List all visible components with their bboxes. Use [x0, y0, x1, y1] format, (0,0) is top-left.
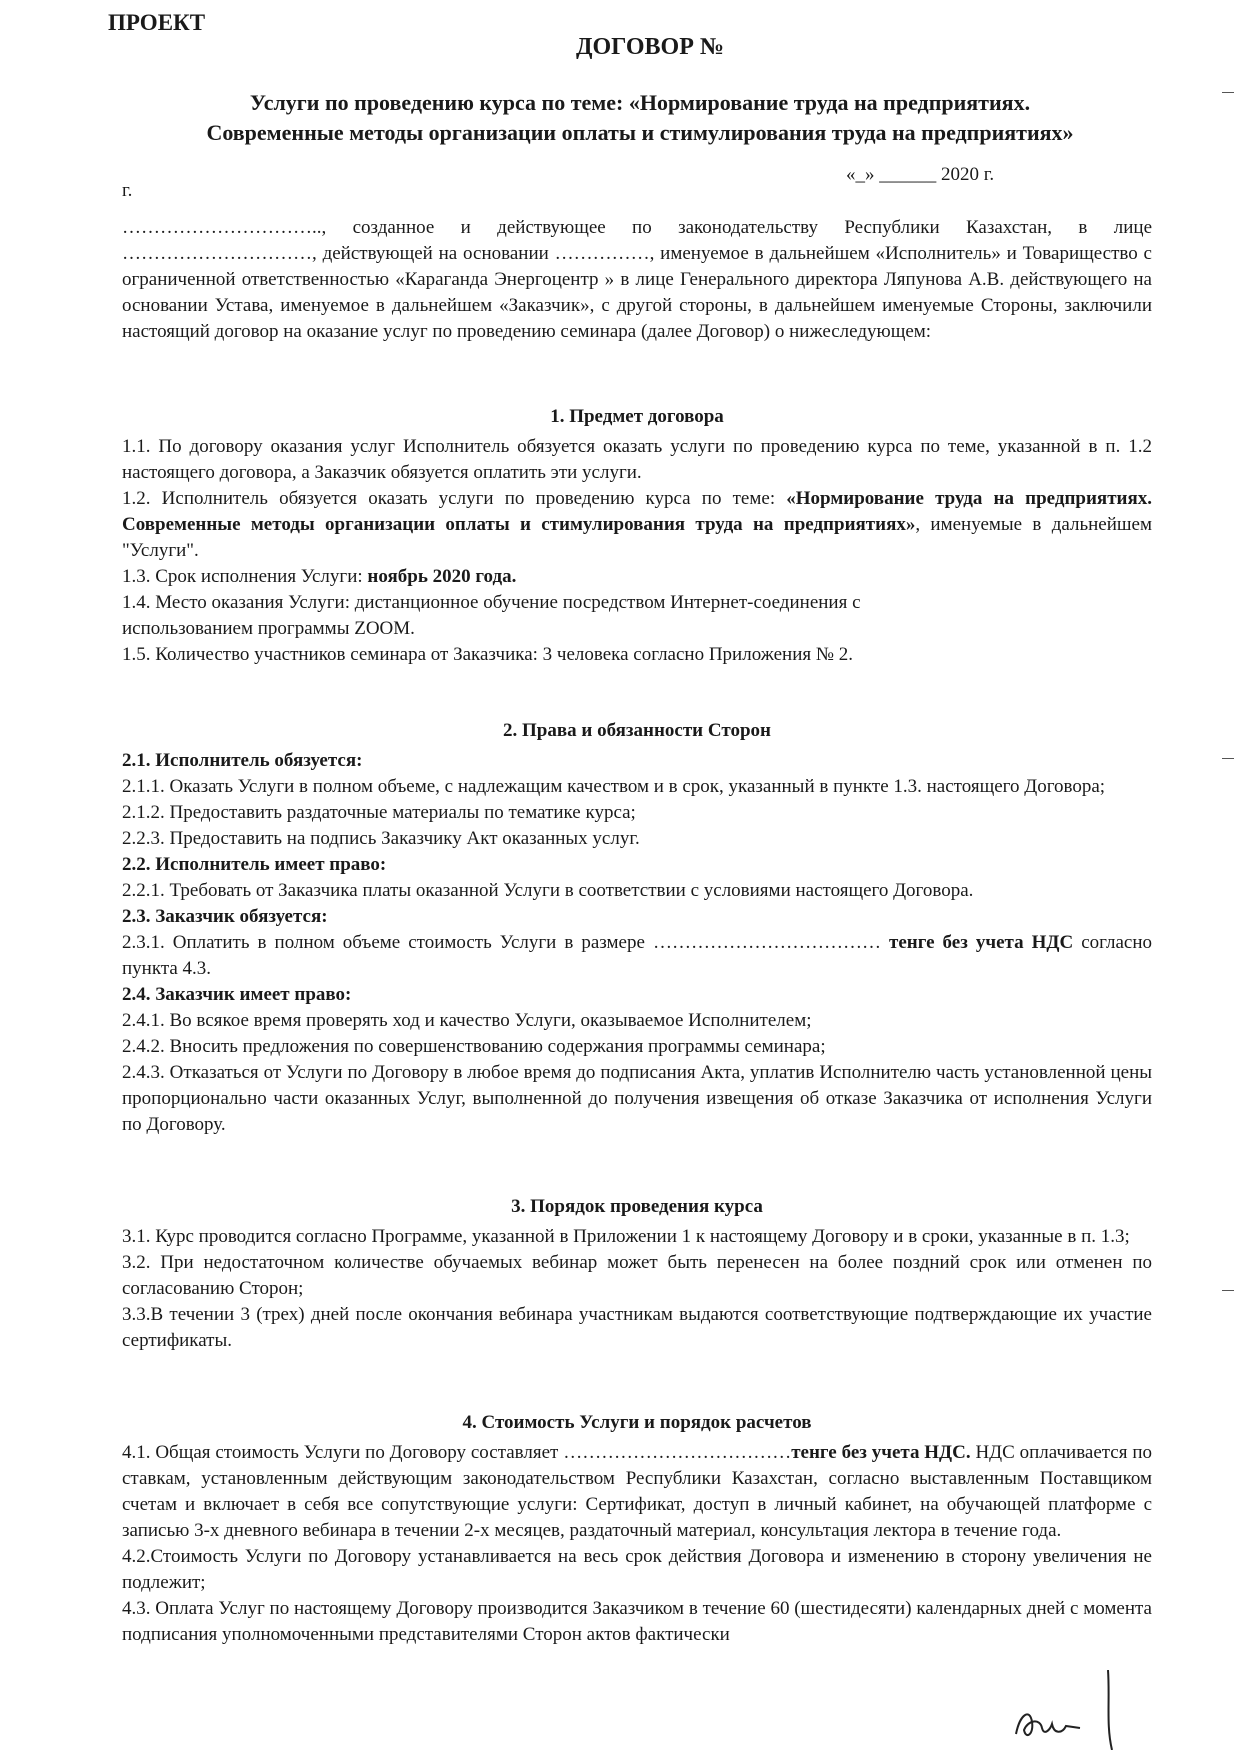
clause-2-3-1-amount: тенге без учета НДС: [888, 932, 1074, 953]
draft-label: ПРОЕКТ: [108, 10, 206, 35]
clause-2-3-1-tail: согласно пункта 4.3.: [122, 932, 1152, 979]
clause-2-1-1: 2.1.1. Оказать Услуги в полном объеме, с надлежащим качеством и в срок, указанный в пункте 1.3. настоящего Договора;: [122, 776, 1106, 797]
section-4-heading: 4. Стоимость Услуги и порядок расчетов: [462, 1412, 812, 1433]
subsection-2-4: 2.4. Заказчик имеет право:: [122, 984, 352, 1005]
clause-2-1-2: 2.1.2. Предоставить раздаточные материалы по тематике курса;: [122, 802, 636, 823]
clause-1-3: [122, 564, 1152, 590]
clause-1-2: [122, 486, 1152, 564]
clause-1-4: [122, 590, 1152, 642]
clause-2-4-1: 2.4.1. Во всякое время проверять ход и качество Услуги, оказываемое Исполнителем;: [122, 1010, 812, 1031]
section-2-body: [122, 748, 1152, 1138]
section-3-body: [122, 1224, 1152, 1354]
section-1-heading: 1. Предмет договора: [550, 406, 724, 427]
clause-1-3-text: 1.3. Срок исполнения Услуги:: [122, 566, 368, 587]
section-4-body: [122, 1440, 1152, 1648]
clause-1-4-line-2: использованием программы ZOOM.: [122, 618, 415, 639]
section-3-heading: 3. Порядок проведения курса: [511, 1196, 763, 1217]
document-subtitle: [120, 88, 1160, 148]
clause-1-2-text: 1.2. Исполнитель обязуется оказать услуги по проведению курса по теме:: [122, 488, 787, 509]
clause-2-3-1: [122, 930, 1152, 982]
document-title: ДОГОВОР №: [576, 34, 724, 60]
clause-4-1-tail: НДС оплачивается по ставкам, установленным действующим законодательством Республики Казахстан, согласно выставленным Поставщиком счетам и включает в себя все сопутствующие услуги: Сертификат, доступ в личный кабинет, на обучающей платформе с записью 3-х дневного вебинара в течении 2-х месяцев, раздаточный материал, консультация лектора в течение года.: [122, 1442, 1152, 1541]
clause-4-3: 4.3. Оплата Услуг по настоящему Договору производится Заказчиком в течение 60 (шестидесяти) календарных дней с момента подписания уполномоченными представителями Сторон актов фактически: [122, 1598, 1152, 1645]
clause-3-1: 3.1. Курс проводится согласно Программе, указанной в Приложении 1 к настоящему Договору и в сроки, указанные в п. 1.3;: [122, 1226, 1130, 1247]
clause-4-1-text: 4.1. Общая стоимость Услуги по Договору составляет ………………………………: [122, 1442, 792, 1463]
subsection-2-2: 2.2. Исполнитель имеет право:: [122, 854, 387, 875]
clause-2-4-3: 2.4.3. Отказаться от Услуги по Договору в любое время до подписания Акта, уплатив Исполнителю часть установленной цены пропорционально части оказанных Услуг, выполненной до получения извещения об отказе Заказчика от исполнения Услуги по Договору.: [122, 1062, 1152, 1135]
clause-3-2: 3.2. При недостаточном количестве обучаемых вебинар может быть перенесен на более поздний срок или отменен по согласованию Сторон;: [122, 1252, 1152, 1299]
subtitle-line-1: Услуги по проведению курса по теме: «Нормирование труда на предприятиях.: [249, 90, 1031, 115]
clause-1-5: 1.5. Количество участников семинара от Заказчика: 3 человека согласно Приложения № 2.: [122, 644, 853, 665]
intro-paragraph: ………………………….., созданное и действующее по законодательству Республики Казахстан, в лице …………………………, действующей на основании ……………, именуемое в дальнейшем «Исполнитель» и Товарищество с ограниченной ответственностью «Караганда Энергоцентр » в лице Генерального директора Ляпунова А.В. действующего на основании Устава, именуемое в дальнейшем «Заказчик», с другой стороны, в дальнейшем именуемые Стороны, заключили настоящий договор на оказание услуг по проведению семинара (далее Договор) о нижеследующем:: [122, 217, 1152, 342]
clause-1-2-topic: «Нормирование труда на предприятиях. Современные методы организации оплаты и стимулирования труда на предприятиях»: [122, 488, 1153, 535]
clause-4-1: [122, 1440, 1152, 1544]
margin-mark: [1222, 92, 1234, 93]
clause-2-4-2: 2.4.2. Вносить предложения по совершенствованию содержания программы семинара;: [122, 1036, 826, 1057]
city-field: г.: [122, 180, 133, 201]
clause-1-3-term: ноябрь 2020 года.: [367, 566, 517, 587]
margin-mark: [1222, 1290, 1234, 1291]
date-field: «_» ______ 2020 г.: [846, 164, 995, 185]
section-1-body: [122, 434, 1152, 668]
clause-3-3: 3.3.В течении 3 (трех) дней после окончания вебинара участникам выдаются соответствующие подтверждающие их участие сертификаты.: [122, 1304, 1152, 1351]
clause-4-2: 4.2.Стоимость Услуги по Договору устанавливается на весь срок действия Договора и изменению в сторону увеличения не подлежит;: [122, 1546, 1152, 1593]
clause-1-1: 1.1. По договору оказания услуг Исполнитель обязуется оказать услуги по проведению курса по теме, указанной в п. 1.2 настоящего договора, а Заказчик обязуется оплатить эти услуги.: [122, 436, 1152, 483]
subtitle-line-2: Современные методы организации оплаты и стимулирования труда на предприятиях»: [206, 120, 1074, 145]
subsection-2-3: 2.3. Заказчик обязуется:: [122, 906, 328, 927]
clause-2-2-1: 2.2.1. Требовать от Заказчика платы оказанной Услуги в соответствии с условиями настоящего Договора.: [122, 880, 974, 901]
clause-2-3-1-text: 2.3.1. Оплатить в полном объеме стоимость Услуги в размере ………………………………: [122, 932, 889, 953]
section-2-heading: 2. Права и обязанности Сторон: [503, 720, 771, 741]
subsection-2-1: 2.1. Исполнитель обязуется:: [122, 750, 363, 771]
clause-2-2-3: 2.2.3. Предоставить на подпись Заказчику Акт оказанных услуг.: [122, 828, 640, 849]
margin-mark: [1222, 758, 1234, 759]
clause-4-1-amount: тенге без учета НДС.: [791, 1442, 971, 1463]
clause-1-2-tail: , именуемые в дальнейшем "Услуги".: [122, 514, 1152, 561]
signature-initials: [1010, 1700, 1090, 1744]
clause-1-4-line-1: 1.4. Место оказания Услуги: дистанционное обучение посредством Интернет-соединения с: [122, 592, 861, 613]
margin-stroke: [1100, 1670, 1120, 1750]
